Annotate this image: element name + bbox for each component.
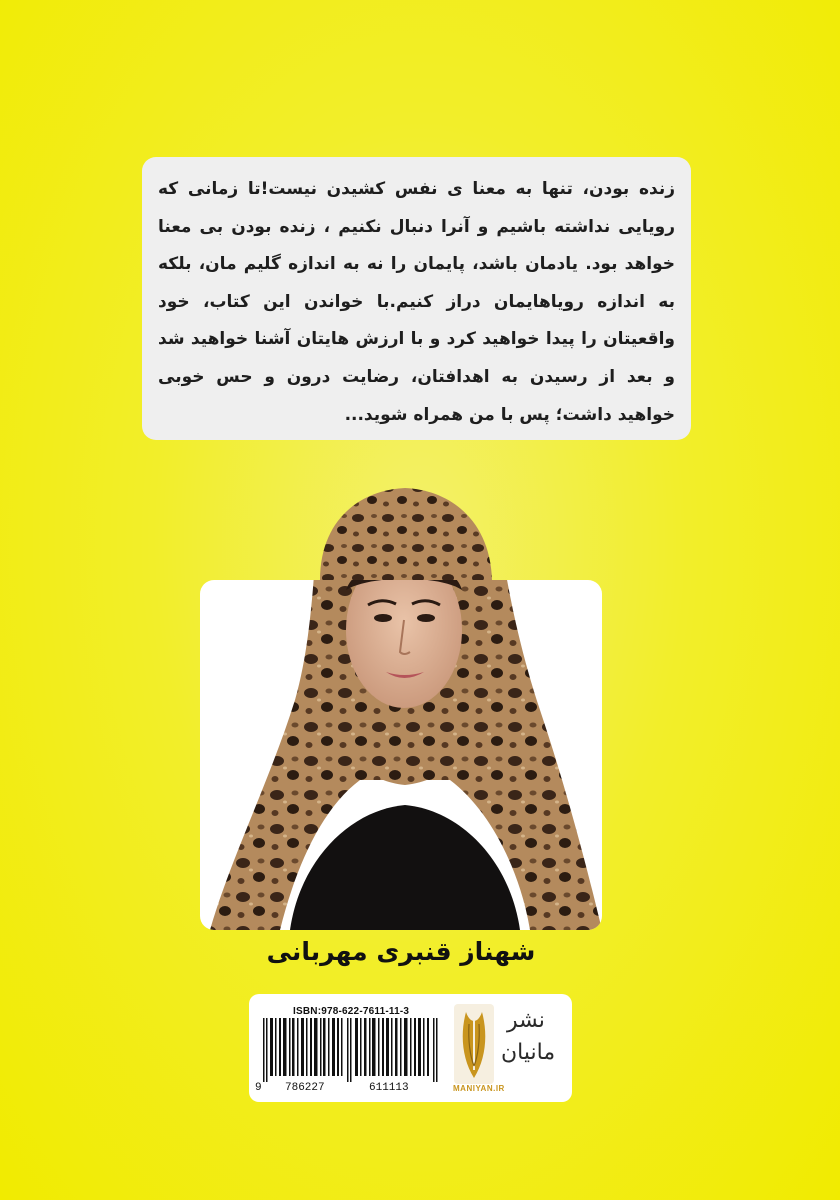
barcode-digits-left: 786227 — [285, 1082, 325, 1094]
author-portrait-top — [200, 480, 602, 580]
publisher-logo-icon — [454, 1004, 494, 1084]
back-cover-blurb-box — [142, 157, 691, 440]
footer-info-box — [249, 994, 572, 1102]
author-portrait-top-graphic — [200, 480, 602, 580]
isbn-label: ISBN:978-622-7611-11-3 — [293, 1006, 410, 1017]
publisher-url: MANIYAN.IR — [453, 1084, 505, 1093]
author-portrait — [200, 580, 602, 930]
back-cover-blurb: زنده بودن، تنها به معنا ی نفس کشیدن نیست!تا زمانی که رویایی نداشته باشیم و آنرا دنبال نکنیم ، زنده بودن بی معنا خواهد بود. یادمان باشد، پایمان را نه به اندازه گلیم مان، بلکه به اندازه رویاهایمان دراز کنیم.با خواندن این کتاب، خود واقعیتان را پیدا خواهید کرد و با ارزش هایتان آشنا خواهید شد و بعد از رسیدن به اهدافتان، رضایت درون و حس خوبی خواهید داشت؛ پس با من همراه شوید... — [158, 179, 675, 425]
barcode-digit-lead: 9 — [255, 1082, 262, 1094]
isbn-barcode — [259, 1018, 443, 1082]
author-photo-frame — [200, 580, 602, 930]
publisher-name-line2: مانیان — [501, 1040, 556, 1065]
barcode-digits-right: 611113 — [369, 1082, 409, 1094]
author-name: شهناز قنبری مهربانی — [266, 937, 536, 966]
publisher-name-line1: نشر — [507, 1008, 545, 1033]
